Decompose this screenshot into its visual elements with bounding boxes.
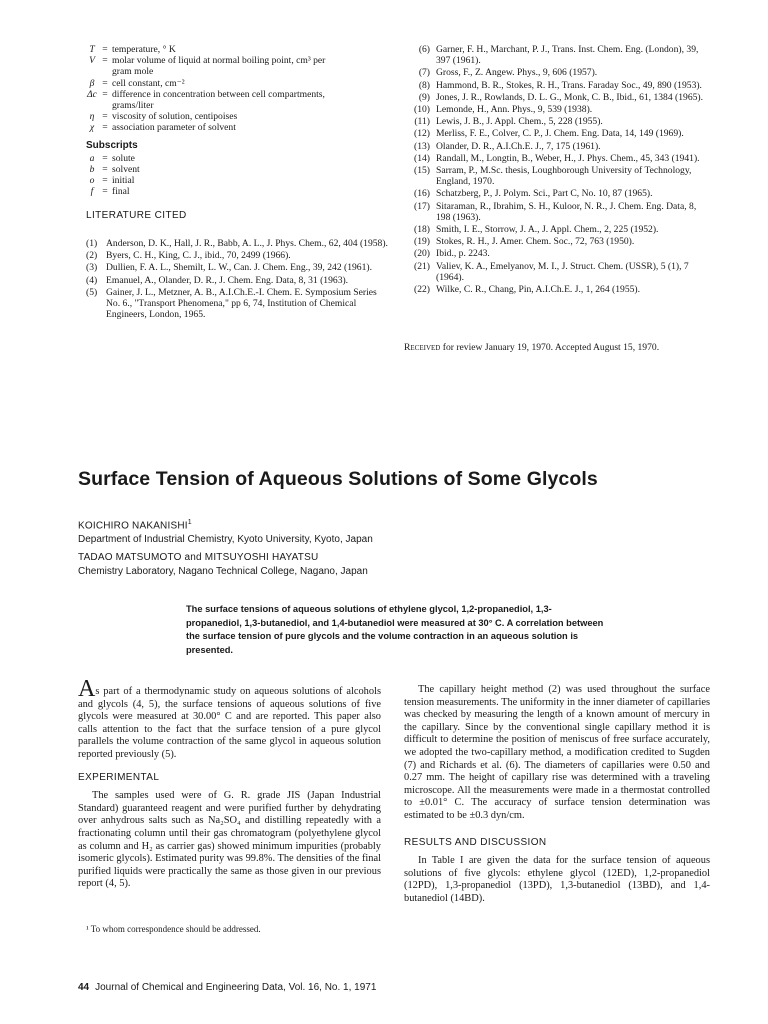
- author-1: KOICHIRO NAKANISHI: [78, 520, 188, 532]
- received-dates: for review January 19, 1970. Accepted August 15, 1970.: [442, 342, 660, 353]
- subscript-symbol: b: [89, 164, 95, 176]
- reference-number: (15): [414, 165, 430, 177]
- nomenclature-block: [86, 44, 391, 229]
- reference-entry: [404, 116, 708, 127]
- nomenclature-definition-continued: grams/liter: [112, 100, 154, 112]
- author-block: [78, 516, 373, 579]
- equals-sign: =: [102, 77, 108, 89]
- author-line-1: [78, 516, 373, 533]
- reference-text: Emanuel, A., Olander, D. R., J. Chem. Eng. Data, 8, 31 (1963).: [106, 274, 349, 286]
- nomenclature-symbol: β: [89, 77, 95, 89]
- page-footer: [78, 982, 376, 993]
- body-column-right: [404, 684, 710, 906]
- equals-sign: =: [102, 175, 108, 187]
- reference-text: Randall, M., Longtin, B., Weber, H., J. Phys. Chem., 45, 343 (1941).: [436, 152, 700, 164]
- reference-text: Sitaraman, R., Ibrahim, S. H., Kuloor, N. R., J. Chem. Eng. Data, 8, 198 (1963).: [436, 200, 697, 223]
- reference-text: Lemonde, H., Ann. Phys., 9, 539 (1938).: [436, 104, 593, 116]
- equals-sign: =: [102, 44, 108, 55]
- subscripts-list: [86, 153, 391, 198]
- reference-text: Merliss, F. E., Colver, C. P., J. Chem. Eng. Data, 14, 149 (1969).: [436, 128, 684, 140]
- reference-text: Lewis, J. B., J. Appl. Chem., 5, 228 (1955).: [436, 116, 603, 128]
- received-label: Received: [404, 342, 441, 353]
- nomenclature-symbol: χ: [89, 122, 95, 134]
- equals-sign: =: [102, 55, 108, 67]
- nomenclature-definition: temperature, ° K: [112, 44, 176, 55]
- subscript-row: [86, 175, 391, 186]
- references-right: [404, 44, 708, 296]
- reference-entry: [404, 128, 708, 139]
- reference-text: Valiev, K. A., Emelyanov, M. I., J. Struct. Chem. (USSR), 5 (1), 7 (1964).: [436, 260, 689, 283]
- page-number: 44: [78, 982, 90, 993]
- reference-entry: [86, 287, 391, 321]
- reference-number: (22): [414, 284, 430, 296]
- equals-sign: =: [102, 122, 108, 134]
- reference-text: Gross, F., Z. Angew. Phys., 9, 606 (1957).: [436, 67, 598, 79]
- reference-entry: [404, 141, 708, 152]
- nomenclature-list: [86, 44, 391, 134]
- nomenclature-definition: difference in concentration between cell compartments,: [112, 88, 325, 100]
- reference-number: (7): [418, 67, 430, 79]
- footnote: ¹ To whom correspondence should be addressed.: [86, 924, 261, 934]
- equals-sign: =: [102, 88, 108, 100]
- equals-sign: =: [102, 152, 108, 164]
- author-line-2: TADAO MATSUMOTO and MITSUYOSHI HAYATSU: [78, 552, 319, 564]
- subscript-definition: final: [112, 186, 130, 198]
- reference-number: (11): [414, 116, 430, 128]
- nomenclature-row: [86, 89, 391, 100]
- reference-text: Gainer, J. L., Metzner, A. B., A.I.Ch.E.-I. Chem. E. Symposium Series No. 6., "Transport Phenomena," pp 6, 74, Institution of Chemical Engineers, London, 1965.: [106, 286, 377, 321]
- reference-number: (14): [414, 152, 430, 164]
- reference-text: Wilke, C. R., Chang, Pin, A.I.Ch.E. J., 1, 264 (1955).: [436, 284, 641, 296]
- article-title: Surface Tension of Aqueous Solutions of Some Glycols: [78, 468, 598, 490]
- reference-text: Schatzberg, P., J. Polym. Sci., Part C, No. 10, 87 (1965).: [436, 188, 653, 200]
- author-1-footnote-mark: 1: [187, 519, 192, 526]
- experimental-paragraph: The samples used were of G. R. grade JIS (Japan Industrial Standard) guaranteed reagent and were purified further by dehydrating over anhydrous salts such as Na₂SO₄ and distilling repeatedly with a fractionating column until their gas chromatogram (polyethylene glycol as column and H₂ as carrier gas) showed minimum impurities (probably isomeric glycols). Estimated purity was 99.8%. The densities of the final purified liquids were practically the same as those given in our previous report (4, 5).: [78, 790, 381, 890]
- reference-text: Stokes, R. H., J. Amer. Chem. Soc., 72, 763 (1950).: [436, 236, 635, 248]
- intro-paragraph: [78, 676, 381, 762]
- reference-entry: [404, 261, 708, 283]
- reference-number: (2): [86, 250, 98, 262]
- reference-number: (19): [414, 236, 430, 248]
- reference-entry: [404, 153, 708, 164]
- reference-entry: [404, 92, 708, 103]
- reference-number: (10): [414, 104, 430, 116]
- reference-text: Hammond, B. R., Stokes, R. H., Trans. Faraday Soc., 49, 890 (1953).: [436, 79, 702, 91]
- reference-number: (18): [414, 224, 430, 236]
- subscript-definition: solvent: [112, 164, 140, 176]
- reference-text: Sarram, P., M.Sc. thesis, Loughborough University of Technology, England, 1970.: [436, 165, 692, 188]
- nomenclature-definition: viscosity of solution, centipoises: [112, 111, 238, 123]
- reference-number: (13): [414, 140, 430, 152]
- reference-entry: [86, 275, 391, 286]
- reference-entry: [404, 201, 708, 223]
- equals-sign: =: [102, 111, 108, 123]
- nomenclature-symbol: T: [89, 44, 95, 55]
- body-column-left: [78, 676, 381, 891]
- received-line: [404, 342, 709, 353]
- reference-number: (5): [86, 286, 98, 298]
- reference-number: (8): [418, 79, 430, 91]
- subscript-symbol: a: [89, 152, 95, 164]
- experimental-heading: EXPERIMENTAL: [78, 771, 160, 783]
- subscripts-heading: Subscripts: [86, 139, 138, 151]
- reference-text: Jones, J. R., Rowlands, D. L. G., Monk, C. B., Ibid., 61, 1384 (1965).: [436, 91, 704, 103]
- nomenclature-row: [86, 44, 391, 55]
- reference-entry: [86, 250, 391, 261]
- reference-entry: [404, 67, 708, 78]
- references-left: [86, 238, 391, 321]
- subscript-symbol: o: [89, 175, 95, 187]
- nomenclature-symbol: V: [89, 55, 95, 67]
- reference-number: (21): [414, 260, 430, 272]
- reference-entry: [86, 238, 391, 249]
- subscript-row: [86, 186, 391, 197]
- affiliation-1: Department of Industrial Chemistry, Kyoto University, Kyoto, Japan: [78, 534, 373, 546]
- nomenclature-row: [86, 55, 391, 66]
- subscript-definition: initial: [112, 175, 135, 187]
- capillary-paragraph: The capillary height method (2) was used throughout the surface tension measurements. The uniformity in the inner diameter of capillaries was checked by measuring the length of a known amount of mercury in the capillary. Since by the conventional single capillary method it is difficult to determine the position of meniscus of free surface accurately, we adopted the two-capillary method, a modification credited to Sugden (7) and Richards et al. (6). The diameters of capillaries were 0.50 and 0.27 mm. The height of capillary rise was determined with a traveling microscope. All the measurements were made in a thermostat controlled to ±0.01° C. The accuracy of surface tension determination was estimated to be ±0.3 dyn/cm.: [404, 684, 710, 821]
- reference-text: Byers, C. H., King, C. J., ibid., 70, 2499 (1966).: [106, 250, 291, 262]
- reference-entry: [86, 262, 391, 273]
- reference-entry: [404, 224, 708, 235]
- reference-number: (17): [414, 200, 430, 212]
- subscript-row: [86, 164, 391, 175]
- reference-entry: [404, 80, 708, 91]
- nomenclature-definition: molar volume of liquid at normal boiling point, cm³ per: [112, 55, 326, 67]
- intro-text: s part of a thermodynamic study on aqueous solutions of alcohols and glycols (4, 5), the surface tensions of aqueous solutions of five glycols were measured at 30.00° C and are reported. This paper also calls attention to the fact that the surface tension of a pure glycol parallels the volume contraction of the same glycol in aqueous solution reported previously (5).: [78, 686, 381, 760]
- subscript-row: [86, 153, 391, 164]
- reference-entry: [404, 284, 708, 295]
- reference-number: (1): [86, 238, 98, 249]
- nomenclature-row: [86, 78, 391, 89]
- nomenclature-row: [86, 111, 391, 122]
- nomenclature-definition-continued: gram mole: [112, 66, 154, 78]
- equals-sign: =: [102, 186, 108, 198]
- nomenclature-symbol: Δc: [87, 88, 97, 100]
- reference-text: Anderson, D. K., Hall, J. R., Babb, A. L., J. Phys. Chem., 62, 404 (1958).: [106, 238, 388, 249]
- reference-text: Ibid., p. 2243.: [436, 248, 490, 260]
- affiliation-2: Chemistry Laboratory, Nagano Technical College, Nagano, Japan: [78, 566, 368, 578]
- reference-entry: [404, 248, 708, 259]
- equals-sign: =: [102, 164, 108, 176]
- results-heading: RESULTS AND DISCUSSION: [404, 836, 547, 848]
- subscript-symbol: f: [90, 186, 94, 198]
- reference-entry: [404, 44, 708, 66]
- literature-heading: LITERATURE CITED: [86, 209, 187, 221]
- reference-number: (20): [414, 248, 430, 260]
- reference-entry: [404, 188, 708, 199]
- reference-number: (16): [414, 188, 430, 200]
- reference-number: (6): [418, 44, 430, 55]
- nomenclature-symbol: η: [89, 111, 95, 123]
- reference-number: (12): [414, 128, 430, 140]
- reference-number: (3): [86, 262, 98, 274]
- results-paragraph: In Table I are given the data for the surface tension of aqueous solutions of five glycols: ethylene glycol (12ED), 1,2-propanediol (12PD), 1,3-propanediol (13PD), 1,3-butanediol (13BD), and 1,4-butanediol (14BD).: [404, 855, 710, 904]
- nomenclature-definition: cell constant, cm⁻²: [112, 77, 185, 89]
- reference-text: Garner, F. H., Marchant, P. J., Trans. Inst. Chem. Eng. (London), 39, 397 (1961).: [436, 44, 699, 67]
- reference-text: Smith, I. E., Storrow, J. A., J. Appl. Chem., 2, 225 (1952).: [436, 224, 659, 236]
- reference-number: (4): [86, 274, 98, 286]
- reference-text: Olander, D. R., A.I.Ch.E. J., 7, 175 (1961).: [436, 140, 601, 152]
- drop-cap: A: [78, 676, 96, 702]
- subscript-definition: solute: [112, 152, 135, 164]
- reference-entry: [404, 236, 708, 247]
- reference-number: (9): [418, 91, 430, 103]
- reference-entry: [404, 165, 708, 187]
- reference-entry: [404, 104, 708, 115]
- nomenclature-row: [86, 122, 391, 133]
- abstract: The surface tensions of aqueous solutions of ethylene glycol, 1,2-propanediol, 1,3-propanediol, 1,3-butanediol, and 1,4-butanediol were measured at 30° C. A correlation between the surface tension of pure glycols and the volume contraction in an aqueous solution is presented.: [186, 604, 604, 655]
- nomenclature-definition: association parameter of solvent: [112, 122, 236, 134]
- journal-citation: Journal of Chemical and Engineering Data, Vol. 16, No. 1, 1971: [95, 982, 377, 993]
- reference-text: Dullien, F. A. L., Shemilt, L. W., Can. J. Chem. Eng., 39, 242 (1961).: [106, 262, 372, 274]
